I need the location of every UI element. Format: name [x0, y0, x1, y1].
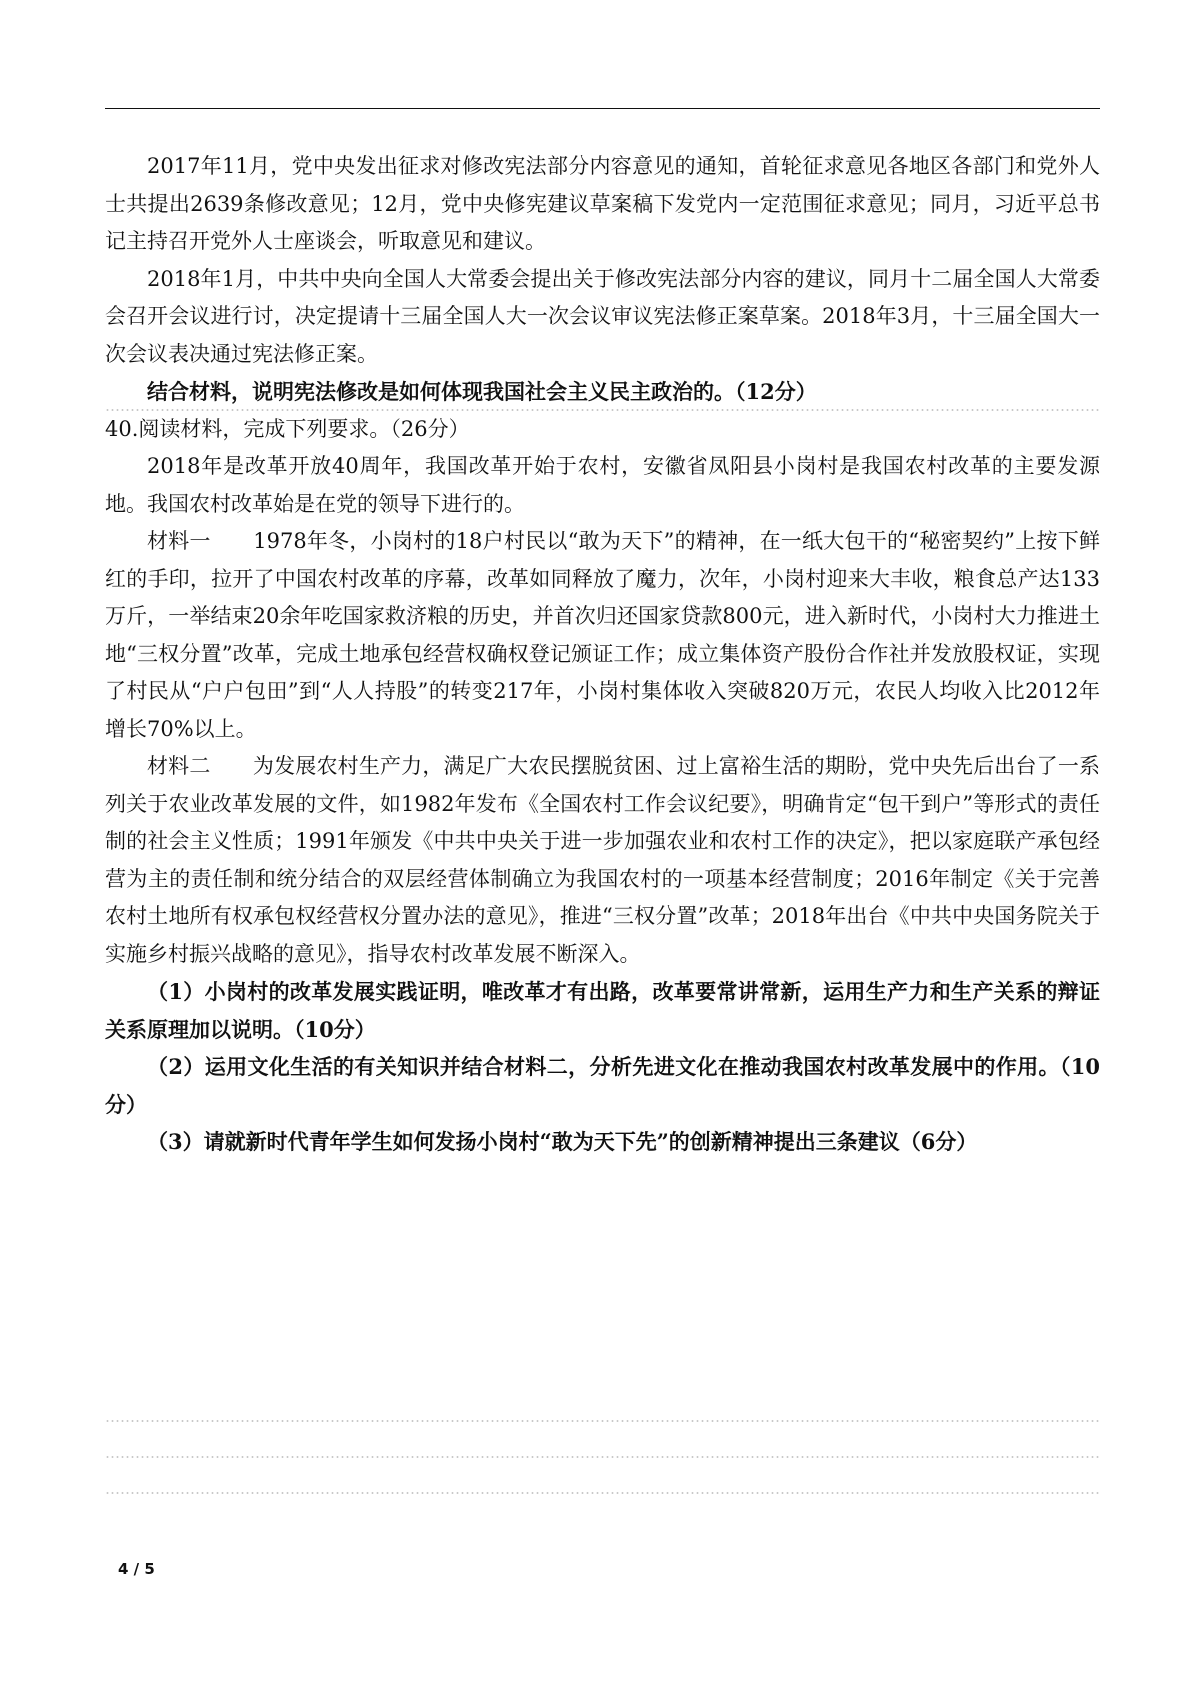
answer-line — [105, 1492, 1100, 1494]
question-40-part-1: （1）小岗村的改革发展实践证明，唯改革才有出路，改革要常讲常新，运用生产力和生产关系的辩证关系原理加以说明。（10分） — [105, 979, 1100, 1042]
page-number: 4 / 5 — [118, 1560, 155, 1578]
question-40-header: 40.阅读材料，完成下列要求。（26分） — [105, 416, 470, 441]
header-rule — [105, 108, 1100, 109]
question-40-part-3: （3）请就新时代青年学生如何发扬小岗村“敢为天下先”的创新精神提出三条建议（6分） — [147, 1129, 978, 1154]
material-one: 材料一 1978年冬，小岗村的18户村民以“敢为天下”的精神，在一纸大包干的“秘密契约”上按下鲜红的手印，拉开了中国农村改革的序幕，改革如同释放了魔力，次年，小岗村迎来大丰收，粮食总产达133万斤，一举结束20余年吃国家救济粮的历史，并首次归还国家贷款800元，进入新时代，小岗村大力推进土地“三权分置”改革，完成土地承包经营权确权登记颁证工作；成立集体资产股份合作社并发放股权证，实现了村民从“户户包田”到“人人持股”的转变217年，小岗村集体收入突破820万元，农民人均收入比2012年增长70%以上。 — [105, 529, 1100, 741]
paragraph-constitution-2018: 2018年1月，中共中央向全国人大常委会提出关于修改宪法部分内容的建议，同月十二届全国人大常委会召开会议进行讨，决定提请十三届全国人大一次会议审议宪法修正案草案。2018年3月，十三届全国大一次会议表决通过宪法修正案。 — [105, 266, 1100, 366]
answer-lines — [105, 1420, 1100, 1528]
question-40-part-2: （2）运用文化生活的有关知识并结合材料二，分析先进文化在推动我国农村改革发展中的作用。（10分） — [105, 1054, 1100, 1117]
paragraph-reform-intro: 2018年是改革开放40周年，我国改革开始于农村，安徽省凤阳县小岗村是我国农村改革的主要发源地。我国农村改革始是在党的领导下进行的。 — [105, 454, 1100, 516]
material-two: 材料二 为发展农村生产力，满足广大农民摆脱贫困、过上富裕生活的期盼，党中央先后出台了一系列关于农业改革发展的文件，如1982年发布《全国农村工作会议纪要》，明确肯定“包干到户”等形式的责任制的社会主义性质；1991年颁发《中共中央关于进一步加强农业和农村工作的决定》，把以家庭联产承包经营为主的责任制和统分结合的双层经营体制确立为我国农村的一项基本经营制度；2016年制定《关于完善农村土地所有权承包权经营权分置办法的意见》，推进“三权分置”改革；2018年出台《中共中央国务院关于实施乡村振兴战略的意见》，指导农村改革发展不断深入。 — [105, 754, 1100, 966]
answer-line — [105, 1456, 1100, 1458]
question-39: 结合材料，说明宪法修改是如何体现我国社会主义民主政治的。（12分） — [105, 373, 1100, 411]
paragraph-constitution-2017: 2017年11月，党中央发出征求对修改宪法部分内容意见的通知，首轮征求意见各地区各部门和党外人士共提出2639条修改意见；12月，党中央修宪建议草案稿下发党内一定范围征求意见；同月，习近平总书记主持召开党外人士座谈会，听取意见和建议。 — [105, 154, 1100, 253]
document-body — [105, 148, 1100, 1161]
answer-line — [105, 1420, 1100, 1422]
